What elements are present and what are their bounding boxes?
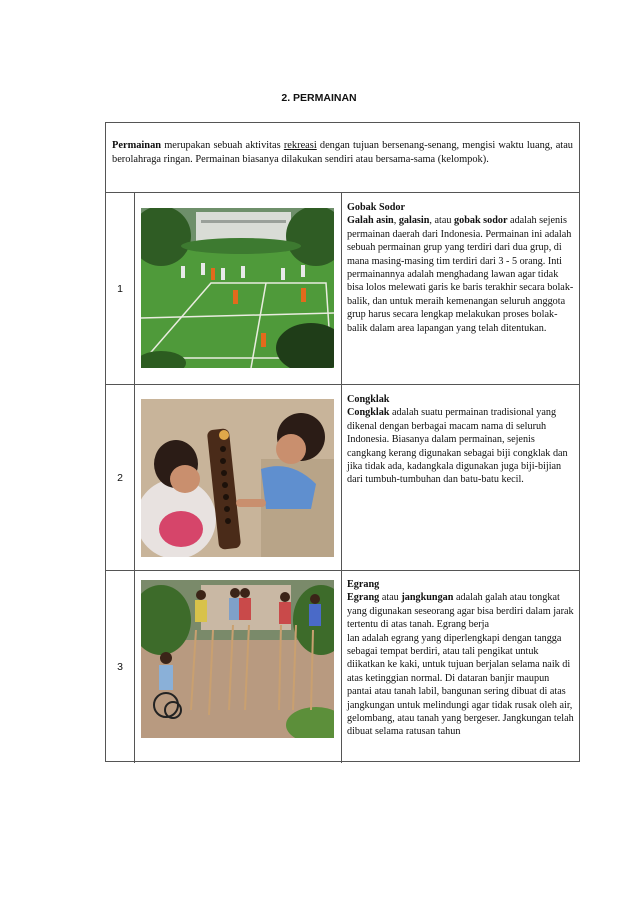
page-heading: 2. PERMAINAN (281, 92, 357, 104)
row-number: 1 (106, 193, 135, 384)
congklak-photo (141, 399, 334, 557)
bold-term: Congklak (347, 407, 390, 419)
game-title: Gobak Sodor (347, 202, 406, 213)
bold-term: jangkungan (401, 592, 454, 604)
intro-term: Permainan (112, 140, 162, 151)
image-cell (134, 385, 342, 570)
game-body: adalah galah atau tongkat yang digunakan seseorang agar bisa berdiri dalam jarak tertentu di atas tanah. Egrang berja (347, 592, 574, 631)
intro-paragraph (106, 123, 579, 193)
gobak-sodor-photo (141, 208, 334, 368)
table-row (106, 571, 579, 763)
intro-text-1: merupakan sebuah aktivitas (161, 140, 284, 151)
separator: , atau (429, 215, 454, 227)
bold-term: Egrang (347, 592, 380, 604)
intro-text-2: dengan tujuan bersenang-senang, mengisi waktu luang, atau berolahraga ringan. Permainan biasanya dilakukan sendiri atau bersama-sama (kelompok). (112, 140, 573, 165)
game-body: adalah sejenis permainan daerah dari Indonesia. Permainan ini adalah sebuah permainan grup yang terdiri dari dua grup, di mana masing-masing tim terdiri dari 3 - 5 orang. Inti permainannya adalah menghadang lawan agar tidak bisa lolos melewati garis ke baris terakhir secara bolak-balik, dan untuk meraih kemenangan seluruh anggota grup harus secara lengkap melakukan proses bolak-balik dalam area lapangan yang telah ditentukan. (347, 215, 574, 334)
egrang-description (347, 578, 575, 739)
game-body-continued: lan adalah egrang yang diperlengkapi dengan tangga sebagai tempat berdiri, atau tali pengikat untuk diikatkan ke kaki, untuk tujuan berjalan selama naik di atas ketinggian normal. Di dataran banjir maupun pantai atau tanah labil, bangunan sering dibuat di atas jangkungan untuk melindungi agar tidak rusak oleh air, gelombang, atau tanah yang bergeser. Jangkungan telah dibuat selama ratusan tahun (347, 632, 574, 738)
separator: , (393, 215, 399, 227)
separator: atau (379, 592, 402, 604)
game-body: adalah suatu permainan tradisional yang dikenal dengan berbagai macam nama di seluruh Indonesia. Biasanya dalam permainan, sejenis cangkang kerang digunakan sebagai biji congklak dan jika tidak ada, kadangkala digunakan juga biji-bijian dari tumbuh-tumbuhan dan batu-batu kecil. (347, 407, 568, 486)
games-table (105, 122, 580, 762)
table-row (106, 385, 579, 571)
bold-term: galasin (398, 215, 430, 227)
bold-term: gobak sodor (454, 215, 508, 227)
congklak-description (347, 393, 575, 487)
table-row (106, 193, 579, 385)
gobak-sodor-description (347, 201, 575, 335)
game-title: Egrang (347, 579, 380, 590)
row-number: 3 (106, 571, 135, 763)
row-number: 2 (106, 385, 135, 570)
egrang-photo (141, 580, 334, 738)
rekreasi-link[interactable]: rekreasi (283, 140, 317, 151)
image-cell (134, 193, 342, 384)
image-cell (134, 571, 342, 763)
bold-term: Galah asin (347, 215, 394, 227)
game-title: Congklak (347, 394, 390, 405)
